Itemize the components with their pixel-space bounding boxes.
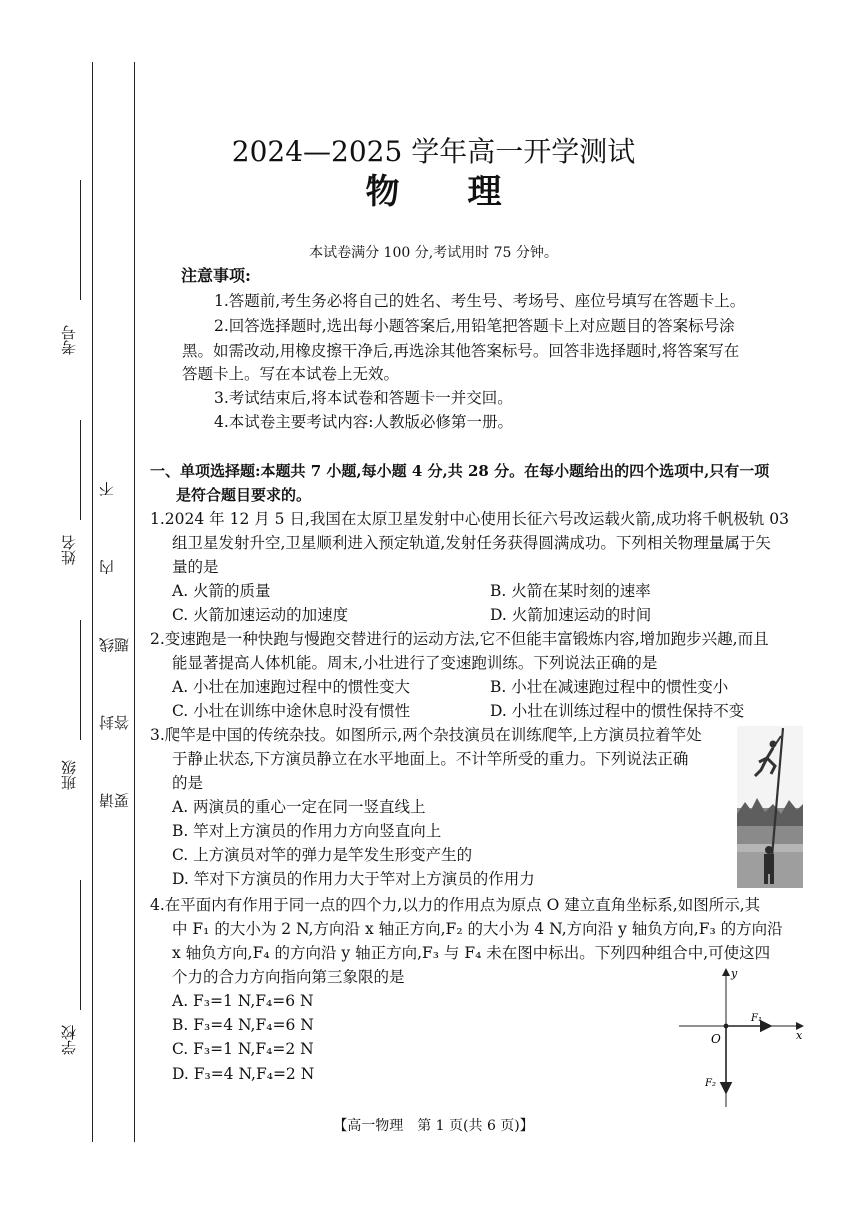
q3-option-b: B. 竿对上方演员的作用力方向竖直向上 [172, 822, 442, 840]
page-footer: 【高一物理 第 1 页(共 6 页)】 [333, 1118, 534, 1134]
notice-line: 4.本试卷主要考试内容:人教版必修第一册。 [214, 413, 514, 431]
q2-stem: 能显著提高人体机能。周末,小壮进行了变速跑训练。下列说法正确的是 [172, 654, 658, 672]
q1-stem: 量的是 [172, 558, 219, 576]
q4-option-a: A. F₃=1 N,F₄=6 N [172, 992, 314, 1010]
q3-stem: 于静止状态,下方演员静立在水平地面上。不计竿所受的重力。下列说法正确 [172, 750, 689, 768]
class-blank [80, 620, 81, 740]
q2-option-a: A. 小壮在加速跑过程中的惯性变大 [172, 678, 411, 696]
class-label: 班级 [60, 760, 78, 790]
exam-title: 2024—2025 学年高一开学测试 [231, 135, 636, 168]
q4-option-b: B. F₃=4 N,F₄=6 N [172, 1016, 314, 1034]
q4-option-d: D. F₃=4 N,F₄=2 N [172, 1065, 315, 1083]
notice-line: 1.答题前,考生务必将自己的姓名、考生号、考场号、座位号填写在答题卡上。 [214, 292, 746, 310]
q1-stem: 组卫星发射升空,卫星顺利进入预定轨道,发射任务获得圆满成功。下列相关物理量属于矢 [172, 534, 771, 552]
q2-option-d: D. 小壮在训练过程中的惯性保持不变 [490, 702, 745, 720]
school-blank [80, 880, 81, 1010]
f1-label: F₁ [751, 1013, 762, 1024]
q1-stem: 1.2024 年 12 月 5 日,我国在太原卫星发射中心使用长征六号改运载火箭,成功将千帆极轨 03 [150, 510, 789, 528]
notice-line: 答题卡上。写在本试卷上无效。 [182, 365, 400, 383]
q4-stem: x 轴负方向,F₄ 的方向沿 y 轴正方向,F₃ 与 F₄ 未在图中标出。下列四种组合中,可使这四 [172, 944, 771, 962]
q1-option-d: D. 火箭加速运动的时间 [490, 606, 652, 624]
q1-option-a: A. 火箭的质量 [172, 582, 271, 600]
q1-option-b: B. 火箭在某时刻的速率 [490, 582, 651, 600]
notice-line: 3.考试结束后,将本试卷和答题卡一并交回。 [214, 389, 513, 407]
name-label: 姓名 [60, 535, 78, 565]
q2-option-b: B. 小壮在减速跑过程中的惯性变小 [490, 678, 729, 696]
notice-line: 黑。如需改动,用橡皮擦干净后,再选涂其他答案标号。回答非选择题时,将答案写在 [182, 342, 740, 360]
origin-label: O [711, 1032, 721, 1046]
q4-stem: 中 F₁ 的大小为 2 N,方向沿 x 轴正方向,F₂ 的大小为 4 N,方向沿 y 轴负方向,F₃ 的方向沿 [172, 920, 783, 938]
f2-label: F₂ [705, 1078, 716, 1089]
q3-option-d: D. 竿对下方演员的作用力大于竿对上方演员的作用力 [172, 870, 535, 888]
q3-stem: 的是 [172, 774, 204, 792]
section-heading: 一、单项选择题:本题共 7 小题,每小题 4 分,共 28 分。在每小题给出的四个选项中,只有一项 [150, 462, 770, 480]
notice-heading: 注意事项: [181, 266, 251, 285]
y-axis-label: y [731, 967, 738, 980]
exam-info: 本试卷满分 100 分,考试用时 75 分钟。 [309, 245, 558, 261]
force-diagram [675, 965, 810, 1110]
q4-option-c: C. F₃=1 N,F₄=2 N [172, 1040, 314, 1058]
q1-option-c: C. 火箭加速运动的加速度 [172, 606, 349, 624]
q2-option-c: C. 小壮在训练中途休息时没有惯性 [172, 702, 411, 720]
notice-line: 2.回答选择题时,选出每小题答案后,用铅笔把答题卡上对应题目的答案标号涂 [214, 317, 735, 335]
q2-stem: 2.变速跑是一种快跑与慢跑交替进行的运动方法,它不但能丰富锻炼内容,增加跑步兴趣,而且 [150, 630, 769, 648]
q3-stem: 3.爬竿是中国的传统杂技。如图所示,两个杂技演员在训练爬竿,上方演员拉着竿处 [150, 726, 702, 744]
origin-dot [724, 1024, 729, 1029]
margin-line-inner [134, 62, 135, 1142]
exam-no-label: 考号 [60, 325, 78, 355]
q4-stem: 4.在平面内有作用于同一点的四个力,以力的作用点为原点 O 建立直角坐标系,如图所示,其 [150, 896, 761, 914]
subject-title: 物 理 [365, 172, 502, 212]
q3-option-a: A. 两演员的重心一定在同一竖直线上 [172, 798, 426, 816]
q4-stem: 个力的合力方向指向第三象限的是 [172, 968, 405, 986]
x-axis-label: x [796, 1029, 803, 1042]
q3-option-c: C. 上方演员对竿的弹力是竿发生形变产生的 [172, 846, 473, 864]
name-blank [80, 420, 81, 520]
section-heading-cont: 是符合题目要求的。 [176, 486, 312, 504]
margin-line-outer [92, 62, 93, 1142]
school-label: 学校 [60, 1025, 78, 1055]
pole-climbing-photo [737, 726, 803, 888]
seal-line-text: 请 封 线 内 不 要 答 题 [98, 452, 131, 808]
